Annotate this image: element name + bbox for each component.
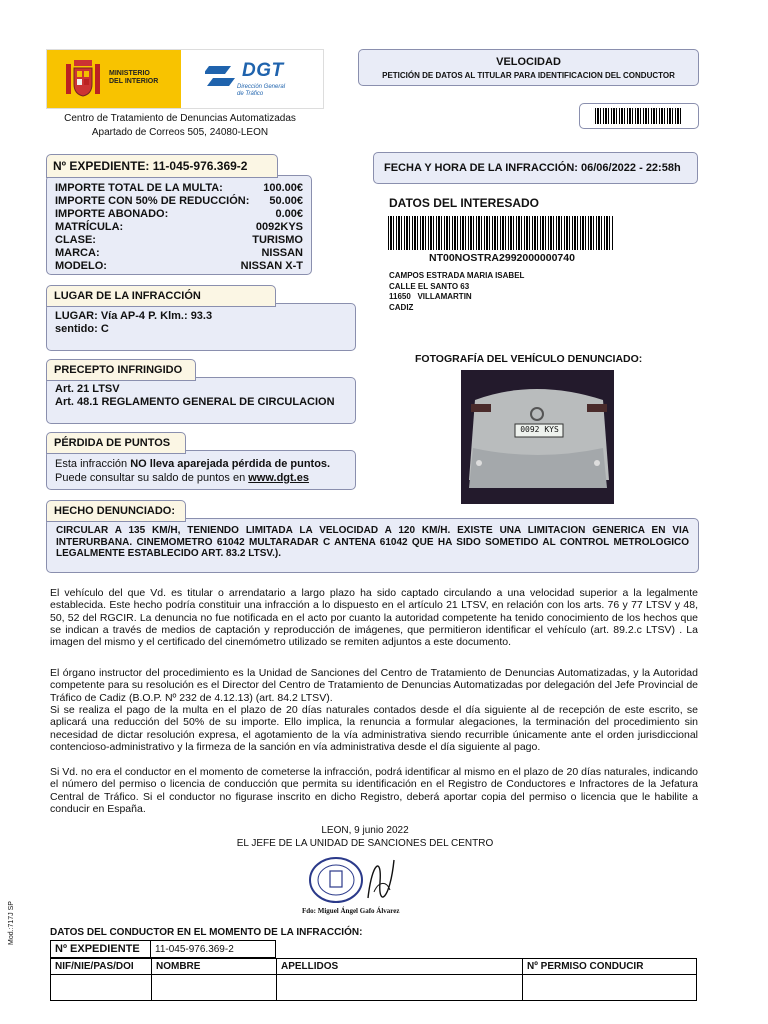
dgt-link[interactable]: www.dgt.es <box>248 472 309 484</box>
expediente-row: MARCA: NISSAN <box>55 247 303 259</box>
conductor-exp-table <box>50 940 276 958</box>
expediente-rows <box>55 182 303 273</box>
signature-role: EL JEFE DE LA UNIDAD DE SANCIONES DEL CENTRO <box>236 838 494 849</box>
expediente-row: IMPORTE CON 50% DE REDUCCIÓN: 50.00€ <box>55 195 303 207</box>
puntos-tab: PÉRDIDA DE PUNTOS <box>46 432 186 454</box>
body-p2: El órgano instructor del procedimiento es la Unidad de Sanciones del Centro de Tratamiento de Denuncias Automatizadas, y la Autoridad competente para su resolución es el Director del Centro de Tratamiento de Denuncias Automatizadas por delegación del Jefe Provincial de Tráfico de Cadiz (B.O.P. Nº 232 de 4.12.13) (art. 84.2 LTSV). <box>50 667 698 704</box>
signature-icon <box>360 852 400 904</box>
title-sub: PETICIÓN DE DATOS AL TITULAR PARA IDENTIFICACION DEL CONDUCTOR <box>382 71 675 80</box>
vehicle-photo <box>461 370 614 504</box>
dgt-sub2: de Tráfico <box>237 91 264 97</box>
dgt-sub1: Dirección General <box>237 84 286 90</box>
conductor-title: DATOS DEL CONDUCTOR EN EL MOMENTO DE LA INFRACCIÓN: <box>50 927 363 938</box>
interesado-name: CAMPOS ESTRADA MARIA ISABEL <box>389 271 525 280</box>
lugar-line2: sentido: C <box>55 323 109 335</box>
title-main: VELOCIDAD <box>496 56 561 68</box>
top-barcode <box>595 108 683 124</box>
interesado-province: CADIZ <box>389 302 414 312</box>
expediente-row: MATRÍCULA: 0092KYS <box>55 221 303 233</box>
body-p1: El vehículo del que Vd. es titular o arrendatario a largo plazo ha sido captado circulando a una velocidad superior a la legalmente establecida. Este hecho podría constituir una infracción a lo dispuesto en el artículo 21 LTSV, en relación con los arts. 76 y 77 LTSV y 48, 50, 52 del RGCIR. La denuncia no fue notificada en el acto por cuanto la autoridad competente ha tenido conocimiento de los hechos que se indican a través de medios de captación y reproducción de imágenes, que permitieron identificar el vehículo (art. 89.2.c LTSV) . La imagen del mismo y el certificado del cinemómetro utilizado se remiten adjuntos a este documento. <box>50 587 698 649</box>
col-permiso: Nº PERMISO CONDUCIR <box>523 959 697 975</box>
precepto-tab: PRECEPTO INFRINGIDO <box>46 359 196 381</box>
hecho-text: CIRCULAR A 135 KM/H, TENIENDO LIMITADA LA VELOCIDAD A 120 KM/H. EXISTE UNA LIMITACION GENERICA EN VIA INTERURBANA. CINEMOMETRO 61042 MULTARADAR C ANTENA 61042 QUE HA SIDO SOMETIDO AL CONTROL METROLOGICO LEGALMENTE ESTABLECIDO ART. 83.2 LTSV.). <box>56 525 689 559</box>
puntos-line2: Puede consultar su saldo de puntos en www.dgt.es <box>55 472 309 484</box>
conductor-table <box>50 958 697 1001</box>
expediente-row: CLASE: TURISMO <box>55 234 303 246</box>
nombre-field[interactable] <box>152 975 277 1001</box>
interesado-title: DATOS DEL INTERESADO <box>389 196 540 210</box>
ministry-line2: DEL INTERIOR <box>109 78 159 85</box>
expediente-panel <box>46 175 312 275</box>
fecha-box <box>373 152 698 184</box>
interesado-street: CALLE EL SANTO 63 <box>389 281 470 291</box>
expediente-row: IMPORTE ABONADO: 0.00€ <box>55 208 303 220</box>
hecho-tab: HECHO DENUNCIADO: <box>46 500 186 522</box>
permiso-field[interactable] <box>523 975 697 1001</box>
spain-crest-icon <box>63 58 103 100</box>
vehicle-plate: 0092 KYS <box>520 425 559 434</box>
puntos-line1: Esta infracción NO lleva aparejada pérdida de puntos. <box>55 458 331 470</box>
signature-name: Fdo: Miguel Ángel Gafo Álvarez <box>302 907 400 915</box>
center-address <box>50 112 310 140</box>
lugar-panel <box>46 303 356 351</box>
lugar-line1: LUGAR: Vía AP-4 P. Klm.: 93.3 <box>55 310 213 322</box>
dgt-wordmark: DGT <box>242 60 284 81</box>
precepto-line1: Art. 21 LTSV <box>55 383 120 395</box>
expediente-row: IMPORTE TOTAL DE LA MULTA: 100.00€ <box>55 182 303 194</box>
fecha-text: FECHA Y HORA DE LA INFRACCIÓN: 06/06/2022 - 22:58h <box>384 162 681 174</box>
interesado-city: 11650 VILLAMARTIN <box>389 292 472 301</box>
ministry-line1: MINISTERIO <box>109 70 150 77</box>
body-p4: Si Vd. no era el conductor en el momento de cometerse la infracción, podrá identificar al mismo en el plazo de 20 días naturales, indicando el número del permiso o licencia de conducción que permita su identificación en el Registro de Conductores e Infractores de la Jefatura Central de Tráfico. Si el conductor no figurase inscrito en dicho Registro, deberá aportar copia del permiso o licencia que le habilite a conducir en España. <box>50 766 698 815</box>
center-line1: Centro de Tratamiento de Denuncias Automatizadas <box>64 113 296 124</box>
apellidos-field[interactable] <box>277 975 523 1001</box>
center-line2: Apartado de Correos 505, 24080-LEON <box>91 127 269 138</box>
interesado-barcode <box>388 216 614 250</box>
car-rear-icon <box>461 370 614 504</box>
conductor-exp-label: Nº EXPEDIENTE <box>51 941 151 958</box>
conductor-header-row <box>51 959 697 975</box>
interesado-barcode-text: NT00NOSTRA2992000000740 <box>429 252 575 264</box>
puntos-panel <box>46 450 356 490</box>
col-nif: NIF/NIE/PAS/DOI <box>51 959 152 975</box>
lugar-tab: LUGAR DE LA INFRACCIÓN <box>46 285 276 307</box>
body-p3: Si se realiza el pago de la multa en el plazo de 20 días naturales contados desde el día siguiente al de recepción de este escrito, se aplicará una reducción del 50% de su importe. Ello implica, la renuncia a formular alegaciones, la terminación del procedimiento sin necesidad de dictar resolución expresa, el agotamiento de la vía administrativa siendo recurrible únicamente ante el orden jurisdiccional contencioso-administrativo y la firmeza de la sanción en vía administrativa desde el día siguiente al pago. <box>50 704 698 753</box>
title-box <box>358 49 699 86</box>
dgt-subtitle <box>237 84 285 98</box>
conductor-input-row <box>51 975 697 1001</box>
expediente-row: MODELO: NISSAN X-T <box>55 260 303 272</box>
hecho-panel <box>46 518 699 573</box>
precepto-panel <box>46 377 356 424</box>
logo-banner <box>46 49 324 109</box>
official-seal-icon <box>307 855 365 905</box>
col-nombre: NOMBRE <box>152 959 277 975</box>
ministry-logo <box>47 50 181 108</box>
precepto-line2: Art. 48.1 REGLAMENTO GENERAL DE CIRCULACION <box>55 396 335 408</box>
interesado-address <box>389 271 524 313</box>
expediente-tab: Nº EXPEDIENTE: 11-045-976.369-2 <box>46 154 278 178</box>
side-code: Mod.:717J SP <box>8 901 15 945</box>
dgt-logo-icon <box>205 58 241 94</box>
col-apellidos: APELLIDOS <box>277 959 523 975</box>
barcode-box <box>579 103 699 129</box>
signature-date: LEON, 9 junio 2022 <box>321 825 409 836</box>
conductor-exp-value: 11-045-976.369-2 <box>151 941 276 958</box>
nif-field[interactable] <box>51 975 152 1001</box>
foto-title: FOTOGRAFÍA DEL VEHÍCULO DENUNCIADO: <box>415 353 643 365</box>
